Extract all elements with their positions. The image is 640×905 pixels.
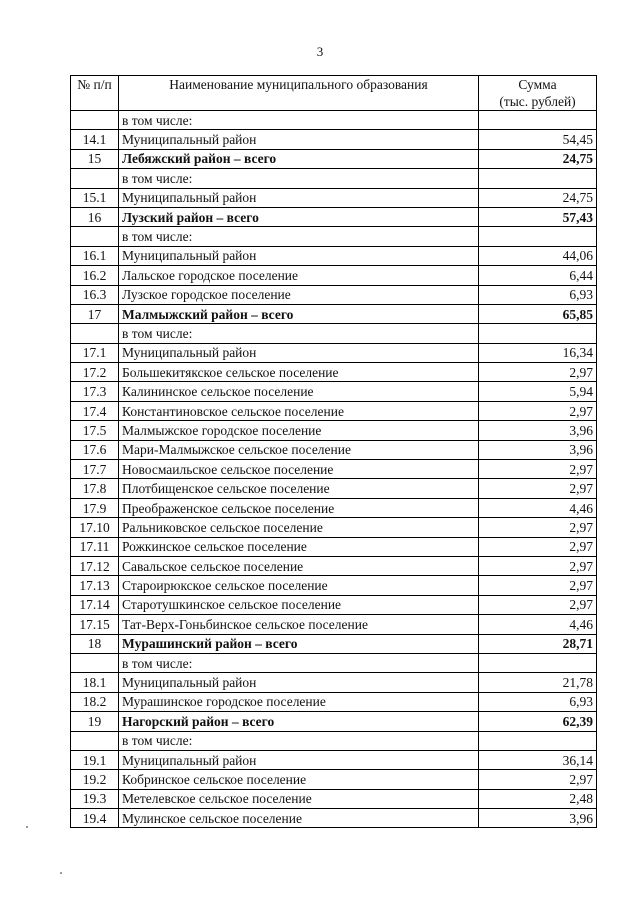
table-row <box>71 537 597 556</box>
table-row <box>71 653 597 672</box>
table-row <box>71 130 597 149</box>
row-sum: 4,46 <box>479 498 597 517</box>
row-number: 14.1 <box>71 130 119 149</box>
row-sum: 2,97 <box>479 595 597 614</box>
table-row <box>71 227 597 246</box>
allocation-table <box>70 75 597 828</box>
table-row <box>71 518 597 537</box>
row-name: в том числе: <box>119 324 479 343</box>
scan-speck <box>26 826 28 828</box>
row-number <box>71 653 119 672</box>
row-sum <box>479 111 597 130</box>
row-number: 17.14 <box>71 595 119 614</box>
column-header-number: № п/п <box>71 76 119 111</box>
row-sum: 24,75 <box>479 188 597 207</box>
row-name: Константиновское сельское поселение <box>119 401 479 420</box>
row-name: Тат-Верх-Гоньбинское сельское поселение <box>119 615 479 634</box>
row-name: Лузское городское поселение <box>119 285 479 304</box>
row-sum <box>479 731 597 750</box>
row-sum: 6,93 <box>479 285 597 304</box>
row-sum: 62,39 <box>479 712 597 731</box>
table-row <box>71 556 597 575</box>
row-number: 17 <box>71 304 119 323</box>
row-name: Лебяжский район – всего <box>119 149 479 168</box>
table-row <box>71 266 597 285</box>
row-sum: 3,96 <box>479 809 597 828</box>
row-sum: 2,48 <box>479 789 597 808</box>
row-name: Кобринское сельское поселение <box>119 770 479 789</box>
row-name: Староирюкское сельское поселение <box>119 576 479 595</box>
row-sum: 2,97 <box>479 770 597 789</box>
row-sum: 2,97 <box>479 363 597 382</box>
row-name: Преображенское сельское поселение <box>119 498 479 517</box>
row-number: 19 <box>71 712 119 731</box>
row-sum: 2,97 <box>479 537 597 556</box>
row-number: 17.1 <box>71 343 119 362</box>
row-name: Лальское городское поселение <box>119 266 479 285</box>
row-name: Муниципальный район <box>119 750 479 769</box>
row-sum: 2,97 <box>479 518 597 537</box>
row-sum: 3,96 <box>479 440 597 459</box>
table-row <box>71 731 597 750</box>
row-number: 19.4 <box>71 809 119 828</box>
row-sum: 4,46 <box>479 615 597 634</box>
table-row <box>71 615 597 634</box>
row-name: Муниципальный район <box>119 188 479 207</box>
row-number: 17.9 <box>71 498 119 517</box>
table-row <box>71 188 597 207</box>
row-number: 19.1 <box>71 750 119 769</box>
row-number <box>71 731 119 750</box>
table-body <box>71 111 597 828</box>
row-number: 17.2 <box>71 363 119 382</box>
row-sum: 3,96 <box>479 421 597 440</box>
table-row-district-total <box>71 634 597 653</box>
row-sum: 36,14 <box>479 750 597 769</box>
row-number <box>71 324 119 343</box>
row-number: 16.1 <box>71 246 119 265</box>
table-row <box>71 363 597 382</box>
table-row-district-total <box>71 712 597 731</box>
row-sum: 2,97 <box>479 460 597 479</box>
row-number: 17.12 <box>71 556 119 575</box>
row-number: 17.5 <box>71 421 119 440</box>
table-row <box>71 285 597 304</box>
row-name: в том числе: <box>119 653 479 672</box>
row-number: 17.10 <box>71 518 119 537</box>
row-name: Лузский район – всего <box>119 207 479 226</box>
table-row <box>71 382 597 401</box>
table-row <box>71 673 597 692</box>
table-row <box>71 111 597 130</box>
row-sum <box>479 169 597 188</box>
row-name: Метелевское сельское поселение <box>119 789 479 808</box>
row-name: Новосмаильское сельское поселение <box>119 460 479 479</box>
table-row <box>71 770 597 789</box>
row-number <box>71 227 119 246</box>
row-number: 18 <box>71 634 119 653</box>
table-row <box>71 324 597 343</box>
row-sum <box>479 653 597 672</box>
row-number: 15.1 <box>71 188 119 207</box>
row-name: Большекитякское сельское поселение <box>119 363 479 382</box>
row-name: Савальское сельское поселение <box>119 556 479 575</box>
row-sum: 2,97 <box>479 401 597 420</box>
column-header-sum-unit: (тыс. рублей) <box>499 94 576 109</box>
column-header-sum-title: Сумма <box>518 77 557 92</box>
row-number: 17.6 <box>71 440 119 459</box>
table-header-row <box>71 76 597 111</box>
table-row <box>71 595 597 614</box>
table-row <box>71 460 597 479</box>
row-number: 19.2 <box>71 770 119 789</box>
row-name: Малмыжский район – всего <box>119 304 479 323</box>
row-number: 16.3 <box>71 285 119 304</box>
row-sum: 6,93 <box>479 692 597 711</box>
row-sum: 2,97 <box>479 479 597 498</box>
row-number: 16 <box>71 207 119 226</box>
table-row <box>71 246 597 265</box>
row-number: 17.4 <box>71 401 119 420</box>
table-row <box>71 789 597 808</box>
row-number: 17.13 <box>71 576 119 595</box>
table-row <box>71 343 597 362</box>
row-sum: 6,44 <box>479 266 597 285</box>
row-name: Муниципальный район <box>119 130 479 149</box>
column-header-name: Наименование муниципального образования <box>119 76 479 111</box>
row-number: 19.3 <box>71 789 119 808</box>
page-number: 3 <box>316 44 324 59</box>
row-name: в том числе: <box>119 227 479 246</box>
table-row <box>71 440 597 459</box>
table-row-district-total <box>71 149 597 168</box>
row-name: в том числе: <box>119 111 479 130</box>
row-number <box>71 169 119 188</box>
row-number <box>71 111 119 130</box>
table-row <box>71 169 597 188</box>
row-name: Мурашинское городское поселение <box>119 692 479 711</box>
row-name: Рожкинское сельское поселение <box>119 537 479 556</box>
row-name: Ральниковское сельское поселение <box>119 518 479 537</box>
row-name: Нагорский район – всего <box>119 712 479 731</box>
row-name: Калининское сельское поселение <box>119 382 479 401</box>
row-name: в том числе: <box>119 731 479 750</box>
table-row-district-total <box>71 207 597 226</box>
row-sum: 16,34 <box>479 343 597 362</box>
table-row <box>71 576 597 595</box>
row-number: 17.8 <box>71 479 119 498</box>
row-name: Мулинское сельское поселение <box>119 809 479 828</box>
row-number: 17.3 <box>71 382 119 401</box>
table-row <box>71 401 597 420</box>
table-row <box>71 421 597 440</box>
row-number: 17.7 <box>71 460 119 479</box>
row-number: 17.15 <box>71 615 119 634</box>
table-row <box>71 498 597 517</box>
row-number: 15 <box>71 149 119 168</box>
table-row <box>71 750 597 769</box>
row-sum: 5,94 <box>479 382 597 401</box>
row-sum: 54,45 <box>479 130 597 149</box>
row-number: 18.2 <box>71 692 119 711</box>
row-name: Мурашинский район – всего <box>119 634 479 653</box>
row-sum: 24,75 <box>479 149 597 168</box>
row-name: Муниципальный район <box>119 343 479 362</box>
scan-speck <box>60 872 62 874</box>
row-sum <box>479 227 597 246</box>
row-sum: 44,06 <box>479 246 597 265</box>
row-sum: 65,85 <box>479 304 597 323</box>
table-row <box>71 809 597 828</box>
row-sum: 2,97 <box>479 556 597 575</box>
row-name: Старотушкинское сельское поселение <box>119 595 479 614</box>
row-name: Плотбищенское сельское поселение <box>119 479 479 498</box>
row-number: 16.2 <box>71 266 119 285</box>
row-name: Муниципальный район <box>119 673 479 692</box>
table-row <box>71 479 597 498</box>
row-name: в том числе: <box>119 169 479 188</box>
row-sum: 57,43 <box>479 207 597 226</box>
row-number: 17.11 <box>71 537 119 556</box>
row-number: 18.1 <box>71 673 119 692</box>
row-sum: 28,71 <box>479 634 597 653</box>
row-sum: 21,78 <box>479 673 597 692</box>
row-sum <box>479 324 597 343</box>
row-sum: 2,97 <box>479 576 597 595</box>
row-name: Мари-Малмыжское сельское поселение <box>119 440 479 459</box>
column-header-sum <box>479 76 597 111</box>
row-name: Муниципальный район <box>119 246 479 265</box>
table-row-district-total <box>71 304 597 323</box>
table-row <box>71 692 597 711</box>
row-name: Малмыжское городское поселение <box>119 421 479 440</box>
